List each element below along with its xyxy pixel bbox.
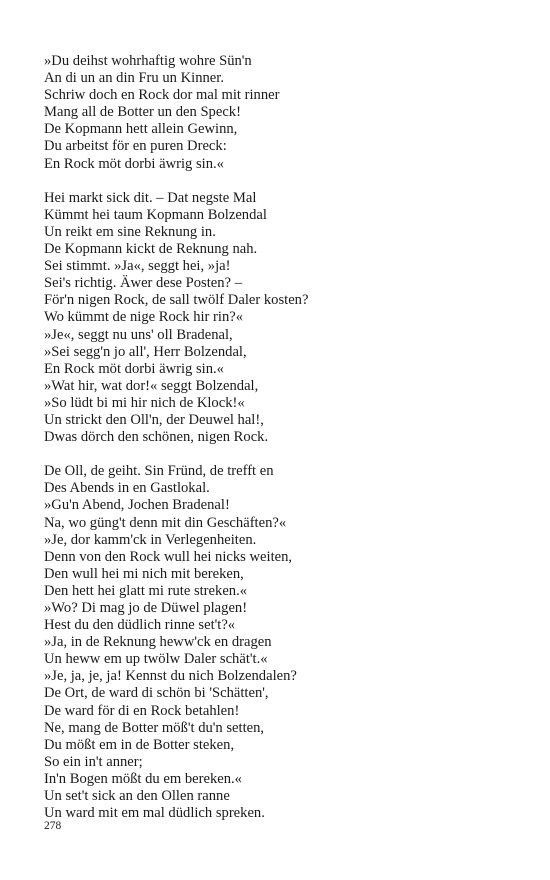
- verse-line: Un ward mit em mal düdlich spreken.: [44, 805, 265, 822]
- verse-line: »Je, dor kamm'ck in Verlegenheiten.: [44, 531, 257, 548]
- verse-line: »Sei segg'n jo all', Herr Bolzendal,: [44, 343, 247, 360]
- verse-line: De Kopmann kickt de Reknung nah.: [44, 241, 258, 258]
- verse-line: »Wat hir, wat dor!« seggt Bolzendal,: [44, 377, 259, 394]
- verse-line: »Gu'n Abend, Jochen Bradenal!: [44, 497, 230, 514]
- verse-line: Den wull hei mi nich mit bereken,: [44, 565, 244, 582]
- verse-line: In'n Bogen mößt du em bereken.«: [44, 770, 242, 787]
- verse-line: »Je, ja, je, ja! Kennst du nich Bolzendalen?: [44, 668, 297, 685]
- page-number: 278: [44, 820, 62, 832]
- verse-line: Ne, mang de Botter möß't du'n setten,: [44, 719, 265, 736]
- verse-line: Mang all de Botter un den Speck!: [44, 104, 241, 121]
- verse-line: Sei stimmt. »Ja«, seggt hei, »ja!: [44, 258, 231, 275]
- verse-line: De Kopmann hett allein Gewinn,: [44, 121, 238, 138]
- verse-line: »Je«, seggt nu uns' oll Bradenal,: [44, 326, 233, 343]
- verse-line: Un strickt den Oll'n, der Deuwel hal!,: [44, 411, 264, 428]
- verse-line: Hest du den düdlich rinne set't?«: [44, 617, 236, 634]
- poem-text: [44, 53, 524, 822]
- verse-line: »Du deihst wohrhaftig wohre Sün'n: [44, 53, 252, 69]
- verse-line: Schriw doch en Rock dor mal mit rinner: [44, 87, 280, 104]
- verse-line: Sei's richtig. Äwer dese Posten? –: [44, 275, 242, 292]
- verse-line: Du arbeitst för en puren Dreck:: [44, 138, 227, 155]
- verse-line: Wo kümmt de nige Rock hir rin?«: [44, 309, 244, 326]
- verse-line: »So lüdt bi mi hir nich de Klock!«: [44, 394, 245, 411]
- verse-line: De Oll, de geiht. Sin Fründ, de trefft en: [44, 463, 274, 480]
- verse-line: Un set't sick an den Ollen ranne: [44, 788, 230, 805]
- verse-line: So ein in't anner;: [44, 753, 143, 770]
- stanza: [44, 463, 524, 822]
- verse-line: »Ja, in de Reknung heww'ck en dragen: [44, 634, 272, 651]
- verse-line: Du mößt em in de Botter steken,: [44, 736, 235, 753]
- verse-line: Des Abends in en Gastlokal.: [44, 480, 210, 497]
- verse-line: De ward för di en Rock betahlen!: [44, 702, 240, 719]
- stanza: [44, 190, 524, 446]
- verse-line: En Rock möt dorbi äwrig sin.«: [44, 360, 224, 377]
- verse-line: Un heww em up twölw Daler schät't.«: [44, 651, 268, 668]
- verse-line: Na, wo güng't denn mit din Geschäften?«: [44, 514, 287, 531]
- verse-line: Den hett hei glatt mi rute streken.«: [44, 582, 248, 599]
- verse-line: De Ort, de ward di schön bi 'Schätten',: [44, 685, 269, 702]
- verse-line: Hei markt sick dit. – Dat negste Mal: [44, 189, 257, 206]
- verse-line: Dwas dörch den schönen, nigen Rock.: [44, 429, 269, 446]
- stanza: [44, 53, 524, 173]
- verse-line: »Wo? Di mag jo de Düwel plagen!: [44, 600, 248, 616]
- verse-line: Un reikt em sine Reknung in.: [44, 223, 216, 240]
- verse-line: En Rock möt dorbi äwrig sin.«: [44, 155, 224, 172]
- verse-line: An di un an din Fru un Kinner.: [44, 70, 224, 87]
- verse-line: För'n nigen Rock, de sall twölf Daler kosten?: [44, 292, 309, 309]
- verse-line: Kümmt hei taum Kopmann Bolzendal: [44, 206, 267, 223]
- verse-line: Denn von den Rock wull hei nicks weiten,: [44, 548, 293, 565]
